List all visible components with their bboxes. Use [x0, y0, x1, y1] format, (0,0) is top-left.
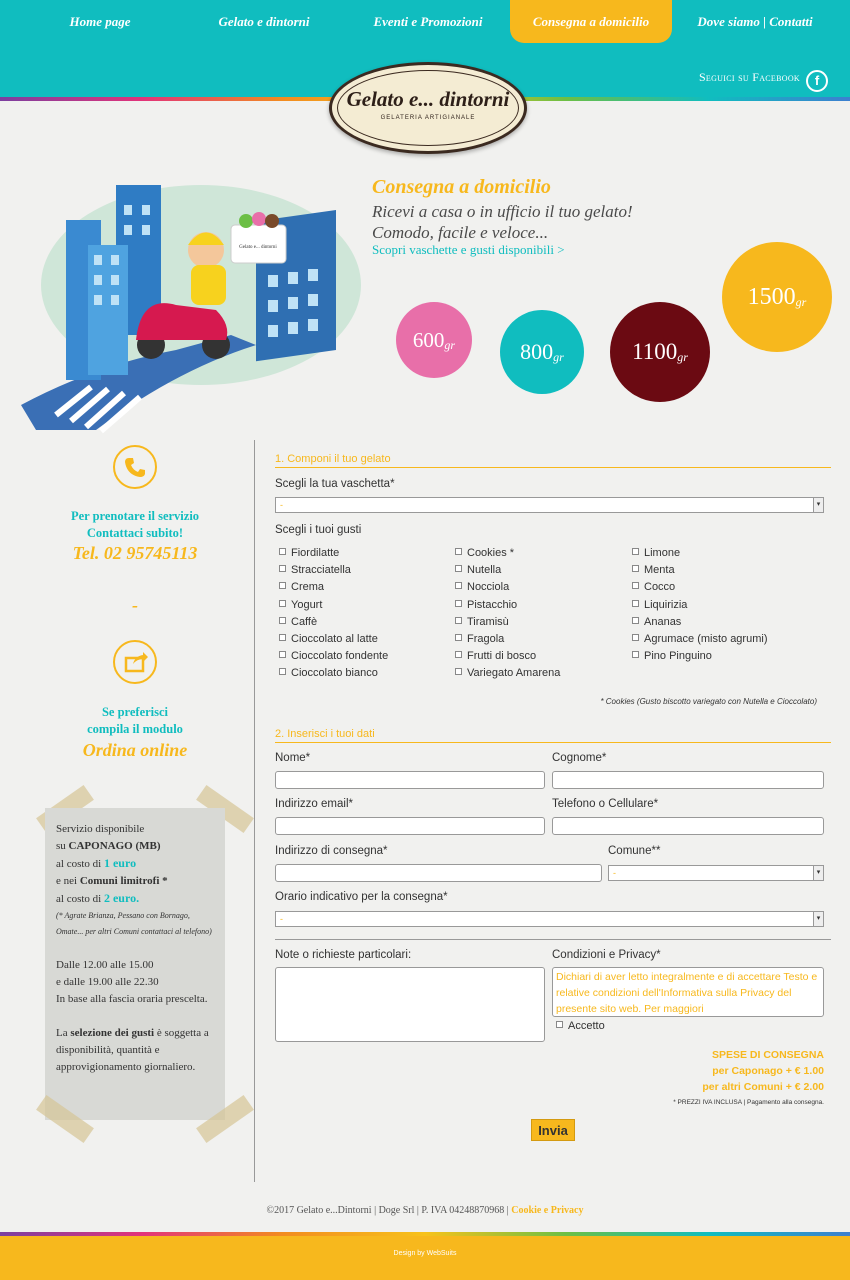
- logo-title: Gelato e... dintorni: [346, 87, 510, 111]
- hero-title: Consegna a domicilio: [372, 176, 551, 198]
- spese-altri: per altri Comuni + € 2.00: [702, 1081, 824, 1093]
- scoop-green: [239, 214, 253, 228]
- call-text-2: Contattaci subito!: [86, 526, 184, 540]
- checkbox-box[interactable]: [632, 634, 639, 641]
- flavor-checkbox[interactable]: [632, 616, 681, 628]
- iva-note: * PREZZI IVA INCLUSA | Pagamento alla consegna.: [673, 1099, 824, 1106]
- checkbox-box[interactable]: [455, 617, 462, 624]
- logo[interactable]: [329, 62, 527, 154]
- sidebar-separator: -: [132, 595, 138, 615]
- telefono-field[interactable]: [552, 817, 824, 835]
- size-600-value: 600: [412, 328, 445, 352]
- credit[interactable]: Design by WebSuits: [393, 1250, 457, 1257]
- hero-line1: Ricevi a casa o in ufficio il tuo gelato!: [372, 202, 633, 221]
- flavor-checkbox[interactable]: [455, 599, 517, 611]
- note-price-2: 2 euro.: [103, 891, 140, 905]
- flavor-label: Liquirizia: [644, 598, 688, 611]
- flavor-checkbox[interactable]: [455, 547, 514, 559]
- hero-line2: Comodo, facile e veloce...: [372, 223, 549, 242]
- note-limitrofi: Comuni limitrofi *: [79, 875, 168, 887]
- orario-label: Orario indicativo per la consegna*: [275, 891, 448, 903]
- flavor-checkbox[interactable]: [632, 581, 675, 593]
- size-1500-circle[interactable]: [722, 242, 832, 352]
- building-right-windows: [268, 269, 318, 337]
- size-1500-unit: gr: [795, 295, 807, 309]
- telefono-label: Telefono o Cellulare*: [552, 798, 659, 810]
- service-note: [45, 808, 225, 1120]
- note-line: [56, 838, 214, 855]
- flavor-label: Nocciola: [467, 581, 510, 594]
- flavor-checkbox[interactable]: [279, 667, 378, 679]
- flavor-label: Tiramisù: [467, 615, 509, 628]
- flavor-checkbox[interactable]: [279, 564, 351, 576]
- orario-select[interactable]: [275, 911, 824, 927]
- size-600-unit: gr: [444, 338, 456, 352]
- call-text-1: Per prenotare il servizio: [70, 509, 200, 523]
- nav-consegna[interactable]: Consegna a domicilio: [510, 0, 672, 43]
- flavor-label: Fragola: [467, 633, 505, 645]
- flavor-checkbox[interactable]: [279, 633, 378, 645]
- note-selection: [56, 1025, 214, 1076]
- rider-body: [191, 265, 226, 305]
- phone-icon[interactable]: [113, 445, 157, 489]
- nav-gelato[interactable]: Gelato e dintorni: [218, 14, 310, 29]
- flavor-checkbox[interactable]: [632, 547, 680, 559]
- flavor-checkbox[interactable]: [455, 633, 504, 645]
- checkbox-box[interactable]: [632, 582, 639, 589]
- flavor-label: Agrumace (misto agrumi): [644, 633, 768, 645]
- flavor-checkbox[interactable]: [455, 581, 509, 593]
- checkbox-box[interactable]: [279, 651, 286, 658]
- size-1100-unit: gr: [677, 350, 688, 364]
- flavor-label: Cocco: [644, 581, 676, 594]
- note-text: è soggetta a disponibilità, quantità e approvigionamento giornaliero.: [56, 1027, 209, 1073]
- flavor-label: Pino Pinguino: [644, 650, 712, 663]
- logo-subtitle: GELATERIA ARTIGIANALE: [380, 115, 476, 121]
- flavor-checkbox[interactable]: [279, 616, 317, 628]
- flavor-label: Limone: [644, 547, 681, 559]
- flavor-checkbox[interactable]: [632, 599, 687, 611]
- footer: [0, 1205, 850, 1216]
- note-textarea[interactable]: [275, 967, 545, 1042]
- phone-number[interactable]: Tel. 02 95745113: [72, 543, 198, 563]
- facebook-link[interactable]: Seguici su Facebook: [698, 70, 800, 84]
- checkbox-box[interactable]: [279, 668, 286, 675]
- facebook-icon[interactable]: f: [806, 70, 828, 92]
- hero-link[interactable]: Scopri vaschette e gusti disponibili >: [372, 242, 565, 257]
- checkbox-box[interactable]: [455, 548, 462, 555]
- flavor-checkbox[interactable]: [279, 599, 322, 611]
- flavor-checkbox[interactable]: [455, 650, 536, 662]
- flavor-checkbox[interactable]: [455, 616, 509, 628]
- accetto-label: Accetto: [568, 1020, 605, 1032]
- scoop-pink: [252, 212, 266, 226]
- size-1100-value: 1100: [632, 339, 678, 364]
- order-online[interactable]: Ordina online: [82, 740, 188, 760]
- checkbox-box[interactable]: [279, 548, 286, 555]
- note-line: Servizio disponibile: [56, 823, 145, 835]
- privacy-textbox[interactable]: Dichiari di aver letto integralmente e di accettare Testo e relative condizioni dell'Informativa sulla Privacy del presente sito web. Per maggiori: [552, 967, 824, 1017]
- submit-button[interactable]: Invia: [531, 1119, 575, 1141]
- checkbox-box[interactable]: [279, 582, 286, 589]
- flavor-label: Cioccolato bianco: [291, 667, 378, 680]
- nav-eventi[interactable]: Eventi e Promozioni: [373, 14, 483, 29]
- accetto-checkbox[interactable]: [556, 1020, 605, 1032]
- scoop-brown: [265, 214, 279, 228]
- nav-home[interactable]: Home page: [69, 14, 131, 29]
- comune-label: Comune**: [608, 845, 661, 857]
- privacy-label: Condizioni e Privacy*: [552, 949, 661, 961]
- flavor-label: Frutti di bosco: [467, 650, 537, 663]
- note-text: e nei: [56, 875, 80, 887]
- spese-caponago: per Caponago + € 1.00: [712, 1065, 824, 1077]
- vaschetta-label: Scegli la tua vaschetta*: [275, 478, 395, 490]
- delivery-illustration: [16, 175, 361, 435]
- checkbox-box[interactable]: [455, 651, 462, 658]
- nome-field[interactable]: [275, 771, 545, 789]
- size-800-circle[interactable]: [500, 310, 584, 394]
- note-hours-2: e dalle 19.00 alle 22.30: [56, 976, 159, 988]
- bottom-bar: [0, 1236, 850, 1280]
- section-2-title: 2. Inserisci i tuoi dati: [275, 728, 831, 743]
- size-800-unit: gr: [553, 350, 564, 364]
- checkbox-box[interactable]: [455, 600, 462, 607]
- flavor-label: Crema: [291, 581, 325, 594]
- size-1100-circle[interactable]: [610, 302, 710, 402]
- form-text-1: Se preferisci: [101, 705, 169, 719]
- note-hours-1: Dalle 12.00 alle 15.00: [56, 959, 154, 971]
- note-selection-bold: selezione dei gusti: [70, 1027, 155, 1039]
- flavor-label: Cookies *: [467, 547, 515, 559]
- checkbox-box[interactable]: [455, 634, 462, 641]
- chevron-down-icon: ▾: [813, 866, 823, 880]
- flavor-checkbox[interactable]: [632, 633, 767, 645]
- flavor-checkbox[interactable]: [279, 547, 339, 559]
- cognome-field[interactable]: [552, 771, 824, 789]
- flavor-label: Menta: [644, 564, 675, 577]
- vertical-divider: [254, 440, 255, 1182]
- flavor-label: Stracciatella: [291, 564, 351, 577]
- spese-title: SPESE DI CONSEGNA: [711, 1049, 824, 1061]
- email-label: Indirizzo email*: [275, 798, 353, 810]
- note-text: al costo di: [56, 893, 104, 905]
- form-divider: [275, 939, 831, 940]
- checkbox-box[interactable]: [279, 600, 286, 607]
- flavor-label: Fiordilatte: [291, 547, 340, 559]
- checkbox-box[interactable]: [279, 634, 286, 641]
- chevron-down-icon: ▾: [813, 912, 823, 926]
- flavor-label: Variegato Amarena: [467, 667, 561, 680]
- flavor-label: Yogurt: [291, 598, 323, 611]
- nome-label: Nome*: [275, 752, 311, 764]
- size-800-value: 800: [520, 339, 554, 364]
- size-600-circle[interactable]: [396, 302, 472, 378]
- note-caponago: CAPONAGO (MB): [68, 840, 161, 852]
- gusti-label: Scegli i tuoi gusti: [275, 524, 362, 536]
- email-field[interactable]: [275, 817, 545, 835]
- checkbox-box[interactable]: [455, 565, 462, 572]
- comune-value: -: [613, 868, 616, 878]
- flavor-checkbox[interactable]: [455, 667, 560, 679]
- checkbox-box[interactable]: [279, 617, 286, 624]
- ice-cream-box: [231, 225, 286, 263]
- copyright: ©2017 Gelato e...Dintorni | Doge Srl | P. IVA 04248870968 |: [266, 1205, 512, 1216]
- flavor-checkbox[interactable]: [455, 564, 501, 576]
- note-text: su: [56, 840, 69, 852]
- size-1500-value: 1500: [747, 284, 796, 310]
- flavor-label: Pistacchio: [467, 598, 518, 611]
- note-text: La: [56, 1027, 71, 1039]
- flavor-checkbox[interactable]: [279, 581, 324, 593]
- checkbox-box[interactable]: [455, 582, 462, 589]
- form-text-2: compila il modulo: [87, 722, 183, 736]
- note-small: (* Agrate Brianza, Pessano con Bornago, Omate... per altri Comuni contattaci al telefono): [56, 911, 212, 936]
- checkbox-box[interactable]: [279, 565, 286, 572]
- note-label: Note o richieste particolari:: [275, 949, 412, 961]
- flavor-checkbox[interactable]: [632, 564, 675, 576]
- indirizzo-field[interactable]: [275, 864, 602, 882]
- flavor-label: Ananas: [644, 615, 682, 628]
- section-1-title: 1. Componi il tuo gelato: [275, 453, 831, 468]
- note-text: al costo di: [56, 858, 104, 870]
- vaschetta-select[interactable]: [275, 497, 824, 513]
- note-line: [56, 855, 214, 873]
- comune-select[interactable]: [608, 865, 824, 881]
- checkbox-box[interactable]: [455, 668, 462, 675]
- flavor-label: Nutella: [467, 564, 502, 577]
- flavor-label: Cioccolato fondente: [291, 650, 389, 663]
- checkbox-box[interactable]: [632, 600, 639, 607]
- flavor-checkbox[interactable]: [279, 650, 388, 662]
- cookie-note: * Cookies (Gusto biscotto variegato con Nutella e Cioccolato): [600, 697, 817, 706]
- nav-contatti[interactable]: Dove siamo | Contatti: [697, 14, 813, 29]
- cookie-link[interactable]: Cookie e Privacy: [511, 1205, 584, 1216]
- checkbox-box[interactable]: [632, 617, 639, 624]
- flavor-checkbox[interactable]: [632, 650, 712, 662]
- ice-cream-box-label: Gelato e... dintorni: [239, 245, 277, 250]
- note-hours-3: In base alla fascia oraria prescelta.: [56, 993, 208, 1005]
- orario-value: -: [280, 914, 283, 924]
- share-icon[interactable]: [113, 640, 157, 684]
- checkbox-box[interactable]: [632, 651, 639, 658]
- flavor-label: Cioccolato al latte: [291, 633, 378, 645]
- note-line: [56, 890, 214, 908]
- flavor-label: Caffè: [291, 615, 318, 628]
- note-price-1: 1 euro: [103, 856, 137, 870]
- cognome-label: Cognome*: [552, 752, 607, 764]
- checkbox-box[interactable]: [632, 565, 639, 572]
- checkbox-box[interactable]: [556, 1021, 563, 1028]
- vaschetta-value: -: [280, 500, 283, 510]
- checkbox-box[interactable]: [632, 548, 639, 555]
- chevron-down-icon: ▾: [813, 498, 823, 512]
- note-line: [56, 873, 214, 890]
- indirizzo-label: Indirizzo di consegna*: [275, 845, 388, 857]
